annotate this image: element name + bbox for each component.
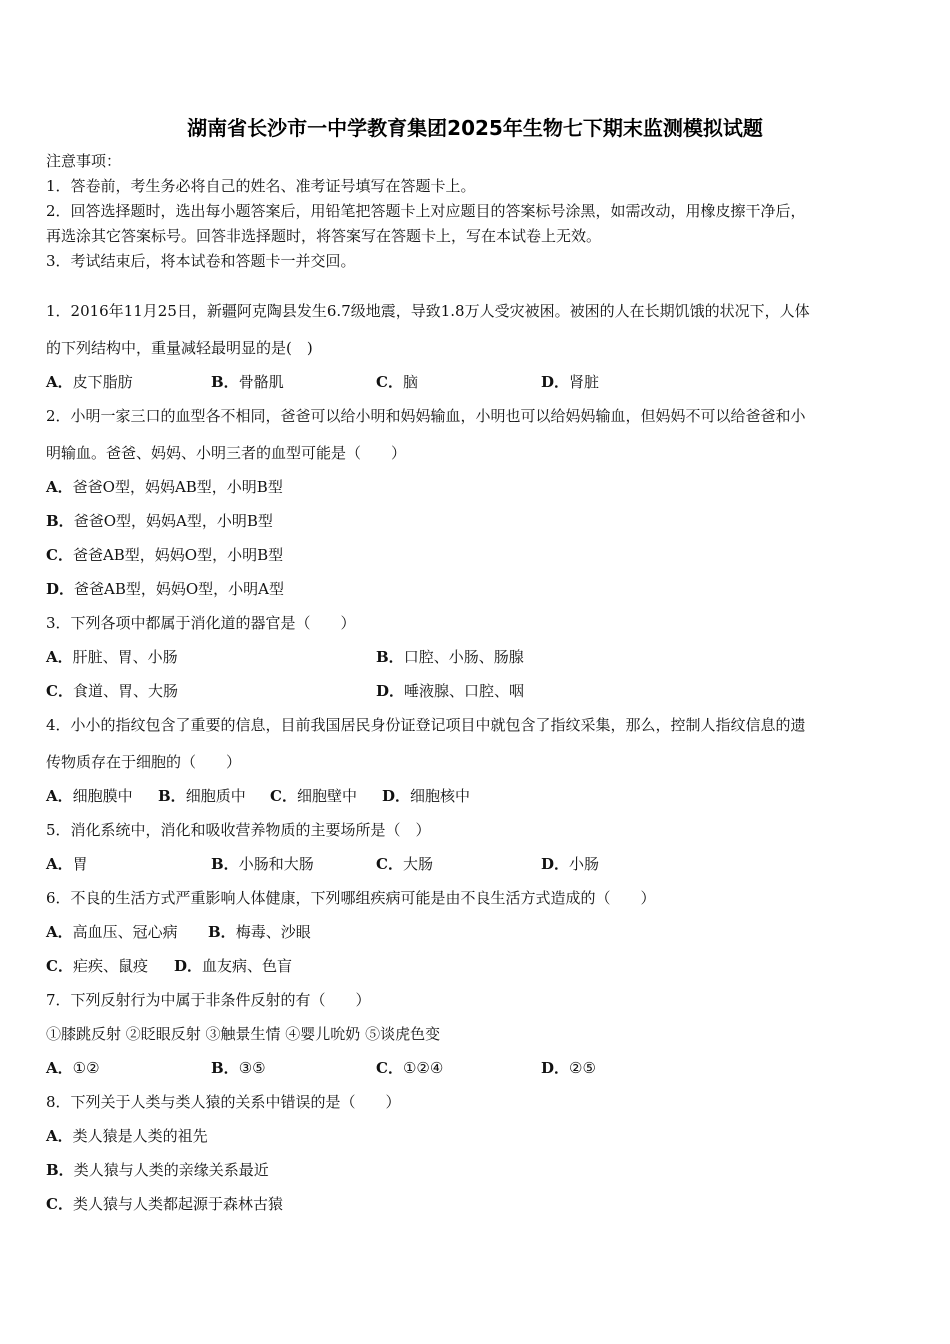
option-b: [211, 1057, 266, 1079]
option-a: [46, 476, 283, 498]
option-text: 类人猿是人类的祖先: [72, 1127, 208, 1145]
option-a: [46, 921, 178, 943]
option-c: [46, 1193, 283, 1215]
option-letter: B．: [376, 648, 404, 666]
option-text: 类人猿与人类的亲缘关系最近: [73, 1161, 269, 1179]
option-text: 细胞核中: [410, 787, 471, 805]
option-b: [208, 921, 311, 943]
option-text: 高血压、冠心病: [72, 923, 178, 941]
option-letter: C．: [376, 1059, 403, 1077]
option-letter: A．: [46, 787, 73, 805]
option-text: 肾脏: [569, 373, 600, 391]
option-letter: B．: [211, 1059, 239, 1077]
option-b: [376, 646, 524, 668]
option-d: [382, 785, 470, 807]
notice-heading: 注意事项：: [46, 152, 122, 170]
option-text: 胃: [72, 855, 88, 873]
option-d: [46, 578, 284, 600]
option-letter: C．: [270, 787, 297, 805]
option-text: 类人猿与人类都起源于森林古猿: [72, 1195, 283, 1213]
question-stem: 明输血。爸爸、妈妈、小明三者的血型可能是（ ）: [46, 444, 407, 462]
option-letter: C．: [376, 373, 403, 391]
option-letter: B．: [46, 512, 74, 530]
question-stem: 6．不良的生活方式严重影响人体健康，下列哪组疾病可能是由不良生活方式造成的（ ）: [46, 889, 656, 907]
option-letter: B．: [46, 1161, 74, 1179]
option-text: 血友病、色盲: [202, 957, 293, 975]
option-text: 爸爸O型，妈妈AB型，小明B型: [72, 478, 283, 496]
option-letter: B．: [208, 923, 236, 941]
option-text: 小肠和大肠: [238, 855, 314, 873]
option-letter: A．: [46, 923, 73, 941]
question-stem: 8．下列关于人类与类人猿的关系中错误的是（ ）: [46, 1093, 401, 1111]
option-c: [376, 1057, 443, 1079]
option-c: [46, 544, 283, 566]
option-b: [211, 371, 284, 393]
option-text: 唾液腺、口腔、咽: [404, 682, 525, 700]
option-b: [46, 1159, 269, 1181]
option-text: 细胞膜中: [72, 787, 133, 805]
option-text: ①②④: [402, 1059, 444, 1077]
option-letter: C．: [376, 855, 403, 873]
option-d: [376, 680, 524, 702]
option-letter: D．: [376, 682, 405, 700]
option-a: [46, 1125, 208, 1147]
notice-item: 2．回答选择题时，选出每小题答案后，用铅笔把答题卡上对应题目的答案标号涂黑，如需改动，用橡皮擦干净后，: [46, 202, 806, 220]
option-letter: A．: [46, 478, 73, 496]
notice-item: 3．考试结束后，将本试卷和答题卡一并交回。: [46, 252, 356, 270]
option-text: 脑: [402, 373, 418, 391]
option-c: [46, 955, 148, 977]
option-letter: C．: [46, 682, 73, 700]
option-text: 皮下脂肪: [72, 373, 133, 391]
question-stem: 3．下列各项中都属于消化道的器官是（ ）: [46, 614, 356, 632]
option-letter: B．: [211, 373, 239, 391]
option-text: 食道、胃、大肠: [72, 682, 178, 700]
question-stem: 4．小小的指纹包含了重要的信息，目前我国居民身份证登记项目中就包含了指纹采集，那么，控制人指纹信息的遗: [46, 716, 806, 734]
question-stem: ①膝跳反射 ②眨眼反射 ③触景生情 ④婴儿吮奶 ⑤谈虎色变: [46, 1025, 441, 1043]
option-a: [46, 1057, 100, 1079]
option-text: 爸爸AB型，妈妈O型，小明B型: [72, 546, 284, 564]
option-d: [541, 371, 599, 393]
option-letter: A．: [46, 1127, 73, 1145]
question-stem: 的下列结构中，重量减轻最明显的是( ): [46, 339, 313, 357]
option-text: ③⑤: [238, 1059, 266, 1077]
option-text: 肝脏、胃、小肠: [72, 648, 178, 666]
option-text: ②⑤: [569, 1059, 596, 1077]
option-b: [158, 785, 246, 807]
option-a: [46, 371, 133, 393]
option-c: [46, 680, 178, 702]
option-letter: A．: [46, 855, 73, 873]
question-stem: 传物质存在于细胞的（ ）: [46, 753, 242, 771]
option-c: [376, 371, 418, 393]
option-a: [46, 785, 133, 807]
option-a: [46, 853, 88, 875]
option-letter: C．: [46, 1195, 73, 1213]
option-text: 细胞质中: [185, 787, 246, 805]
option-text: 小肠: [569, 855, 600, 873]
option-letter: D．: [46, 580, 75, 598]
option-letter: A．: [46, 373, 73, 391]
option-text: 疟疾、鼠疫: [72, 957, 148, 975]
option-letter: B．: [158, 787, 186, 805]
option-text: 大肠: [402, 855, 433, 873]
option-text: ①②: [72, 1059, 100, 1077]
page-title: 湖南省长沙市一中学教育集团2025年生物七下期末监测模拟试题: [187, 116, 763, 140]
option-letter: D．: [382, 787, 411, 805]
option-letter: C．: [46, 957, 73, 975]
option-a: [46, 646, 178, 668]
option-letter: D．: [541, 855, 570, 873]
option-letter: A．: [46, 1059, 73, 1077]
option-letter: D．: [541, 373, 570, 391]
question-stem: 5．消化系统中，消化和吸收营养物质的主要场所是（ ）: [46, 821, 431, 839]
option-c: [270, 785, 357, 807]
option-letter: D．: [541, 1059, 570, 1077]
option-text: 口腔、小肠、肠腺: [403, 648, 524, 666]
option-letter: D．: [174, 957, 203, 975]
option-text: 爸爸O型，妈妈A型，小明B型: [73, 512, 273, 530]
option-c: [376, 853, 433, 875]
option-d: [174, 955, 292, 977]
option-b: [211, 853, 314, 875]
question-stem: 2．小明一家三口的血型各不相同，爸爸可以给小明和妈妈输血，小明也可以给妈妈输血，但妈妈不可以给爸爸和小: [46, 407, 806, 425]
option-text: 爸爸AB型，妈妈O型，小明A型: [74, 580, 285, 598]
option-text: 骨骼肌: [238, 373, 284, 391]
option-letter: C．: [46, 546, 73, 564]
option-b: [46, 510, 273, 532]
notice-item: 再选涂其它答案标号。回答非选择题时，将答案写在答题卡上，写在本试卷上无效。: [46, 227, 602, 245]
option-text: 细胞壁中: [296, 787, 357, 805]
option-text: 梅毒、沙眼: [235, 923, 311, 941]
option-letter: A．: [46, 648, 73, 666]
notice-item: 1．答卷前，考生务必将自己的姓名、准考证号填写在答题卡上。: [46, 177, 476, 195]
question-stem: 7．下列反射行为中属于非条件反射的有（ ）: [46, 991, 371, 1009]
question-stem: 1．2016年11月25日，新疆阿克陶县发生6.7级地震，导致1.8万人受灾被困。被困的人在长期饥饿的状况下，人体: [46, 302, 810, 320]
option-d: [541, 853, 599, 875]
option-letter: B．: [211, 855, 239, 873]
option-d: [541, 1057, 596, 1079]
